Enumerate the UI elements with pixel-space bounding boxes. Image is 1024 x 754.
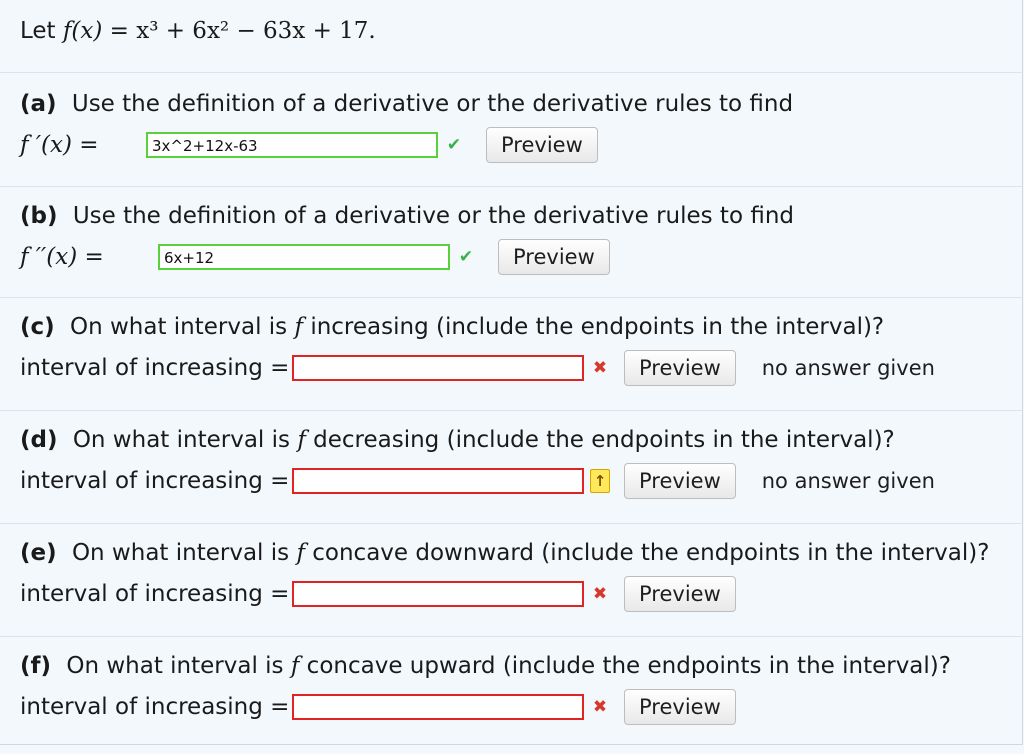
- part-c-label: (c): [20, 314, 55, 340]
- function-rhs: = x³ + 6x² − 63x + 17.: [109, 18, 376, 44]
- part-b-field-label: f ′′(x) =: [20, 244, 104, 270]
- part-a-question: [20, 91, 793, 117]
- part-a-preview-button[interactable]: Preview: [486, 127, 598, 163]
- check-icon: ✔: [458, 247, 474, 267]
- separator: [0, 186, 1022, 187]
- part-a-answer-row: [20, 129, 598, 161]
- part-e-field-label: interval of increasing =: [20, 581, 290, 607]
- part-c-field-label: interval of increasing =: [20, 355, 290, 381]
- part-a-label: (a): [20, 91, 57, 117]
- part-f-answer-row: [20, 691, 762, 723]
- part-b-preview-button[interactable]: Preview: [498, 239, 610, 275]
- function-symbol: f: [296, 540, 305, 566]
- check-icon: ✔: [446, 135, 462, 155]
- part-f-answer-input[interactable]: [292, 694, 584, 720]
- part-e-label: (e): [20, 540, 57, 566]
- up-arrow-warning-icon: ↑: [590, 469, 610, 493]
- part-d-field-label: interval of increasing =: [20, 468, 290, 494]
- part-b-question: [20, 203, 794, 229]
- x-icon: ✖: [592, 584, 608, 604]
- x-icon: ✖: [592, 358, 608, 378]
- part-f-field-label: interval of increasing =: [20, 694, 290, 720]
- part-c-answer-row: [20, 352, 935, 384]
- part-e-preview-button[interactable]: Preview: [624, 576, 736, 612]
- function-lhs: f(x): [62, 18, 103, 44]
- part-e-question-prefix: On what interval is: [71, 540, 290, 566]
- x-icon: ✖: [592, 697, 608, 717]
- part-d-question: [20, 427, 895, 453]
- part-f-question-prefix: On what interval is: [66, 653, 284, 679]
- separator: [0, 636, 1022, 637]
- part-d-question-prefix: On what interval is: [72, 427, 290, 453]
- separator: [0, 410, 1022, 411]
- part-d-answer-row: [20, 465, 935, 497]
- part-c-answer-input[interactable]: [292, 355, 584, 381]
- part-c-question-prefix: On what interval is: [69, 314, 288, 340]
- separator: [0, 297, 1022, 298]
- part-f-preview-button[interactable]: Preview: [624, 689, 736, 725]
- part-b-question-text: Use the definition of a derivative or the derivative rules to find: [72, 203, 794, 229]
- statement-prefix: Let: [20, 18, 56, 44]
- problem-statement: [20, 18, 376, 44]
- part-b-answer-input[interactable]: 6x+12: [158, 244, 450, 270]
- part-c-status: no answer given: [761, 356, 935, 380]
- part-a-answer-input[interactable]: 3x^2+12x-63: [146, 132, 438, 158]
- function-symbol: f: [290, 653, 300, 679]
- part-b-label: (b): [20, 203, 58, 229]
- part-f-label: (f): [20, 653, 52, 679]
- part-d-preview-button[interactable]: Preview: [624, 463, 736, 499]
- part-c-preview-button[interactable]: Preview: [624, 350, 736, 386]
- part-c-question: [20, 314, 884, 340]
- part-d-question-suffix: decreasing (include the endpoints in the interval)?: [313, 427, 895, 453]
- part-f-question: [20, 653, 951, 679]
- function-symbol: f: [297, 427, 306, 453]
- part-d-label: (d): [20, 427, 58, 453]
- part-e-answer-input[interactable]: [292, 581, 584, 607]
- separator: [0, 72, 1022, 73]
- separator: [0, 523, 1022, 524]
- part-e-question: [20, 540, 989, 566]
- part-c-question-suffix: increasing (include the endpoints in the interval)?: [310, 314, 885, 340]
- part-b-answer-row: [20, 241, 610, 273]
- part-f-question-suffix: concave upward (include the endpoints in the interval)?: [306, 653, 951, 679]
- part-d-status: no answer given: [761, 469, 935, 493]
- part-a-question-text: Use the definition of a derivative or the derivative rules to find: [71, 91, 794, 117]
- part-d-answer-input[interactable]: [292, 468, 584, 494]
- function-symbol: f: [294, 314, 303, 340]
- part-e-answer-row: [20, 578, 762, 610]
- part-e-question-suffix: concave downward (include the endpoints in the interval)?: [312, 540, 990, 566]
- part-a-field-label: f ′(x) =: [20, 132, 99, 158]
